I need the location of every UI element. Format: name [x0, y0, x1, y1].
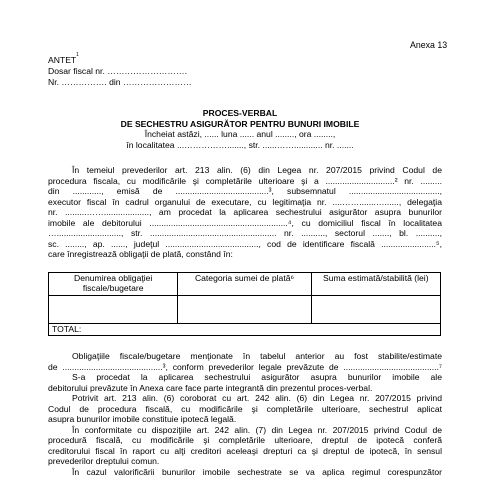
- table-total-row: [49, 324, 441, 336]
- table-cell: [311, 296, 440, 324]
- fiscal-file-number: Dosar fiscal nr. ……………………….: [48, 66, 187, 76]
- paragraph-line: procedură fiscală, cu modificările şi completările ulterioare, dreptul de ipotecă conferă: [48, 435, 442, 445]
- location-line: în localitatea ...……………......., str. ......……............ nr. .......: [126, 139, 354, 150]
- paragraph-line: În temeiul prevederilor art. 213 alin. (6) din Legea nr. 207/2015 privind Codul de: [72, 165, 442, 175]
- table-cell: [178, 296, 311, 324]
- total-label: TOTAL:: [49, 324, 441, 336]
- paragraph-line: În conformitate cu dispoziţiile art. 242 alin. (7) din Legea nr. 207/2015 privind Codul de: [72, 424, 442, 435]
- document-title-block: [0, 108, 480, 150]
- table-header-row: [49, 273, 441, 296]
- paragraph-line: nr. .........……..................., am procedat la aplicarea sechestrului asigurător asupra bunurilor: [48, 207, 442, 217]
- paragraph-line: creditorului fiscal în raport cu alţi creditori aceleaşi drepturi ca şi dreptul de ipotecă, în sensul: [48, 445, 442, 456]
- paragraph-line: imobile ale debitorului ..........................................................⁴, cu domiciliul fiscal în localitatea: [48, 217, 442, 228]
- table-row: [49, 296, 441, 324]
- obligations-paragraph: [48, 351, 442, 477]
- obligations-table: [48, 272, 441, 336]
- legal-basis-paragraph: [48, 165, 442, 260]
- table-cell: [49, 296, 178, 324]
- column-header-amount: Suma estimată/stabilită (lei): [311, 273, 440, 296]
- annex-label: Anexa 13: [410, 40, 448, 50]
- paragraph-line: asupra bunurilor imobile constituie ipotecă legală.: [48, 414, 237, 424]
- document-title: PROCES-VERBAL: [202, 108, 278, 118]
- document-subtitle: DE SECHESTRU ASIGURĂTOR PENTRU BUNURI IMOBILE: [120, 118, 360, 129]
- document-number-date: Nr. ……………. din ……………………: [48, 77, 192, 87]
- paragraph-line: Obligaţiile fiscale/bugetare menţionate în tabelul anterior au fost stabilite/estimate: [72, 351, 442, 361]
- paragraph-line: S-a procedat la aplicarea sechestrului asigurător asupra bunurilor imobile ale: [72, 372, 442, 382]
- paragraph-line: procedura fiscala, cu modificările şi completările ulterioare şi a .............................² nr. .........: [48, 175, 442, 186]
- paragraph-line: debitorului prevăzute în Anexa care face parte integrantă din prezentul proces-verbal.: [48, 382, 373, 393]
- paragraph-line: …..........................., str. ..................................................... nr. .........., sectorul ......., bl. ..........,: [48, 228, 442, 238]
- column-header-category: Categoria sumei de plată⁶: [178, 273, 311, 296]
- paragraph-line: executor fiscal în cadrul organului de executare, cu legitimaţia nr. ....…….......…......, delegaţia: [48, 196, 442, 207]
- paragraph-line: sc. ........, ap. ......, judeţul ......................................., cod de identificare fiscală .......................⁵,: [48, 238, 442, 249]
- paragraph-line: din ............, emisă de .......................................³, subsemnatul ......................................,: [48, 186, 442, 196]
- antet-text: ANTET: [48, 55, 77, 65]
- paragraph-line: Codul de procedura fiscală, cu modificările şi completările ulterioare, sechestrul aplicat: [48, 403, 442, 414]
- paragraph-line: Potrivit art. 213 alin. (6) coroborat cu art. 242 alin. (6) din Legea nr. 207/2015 privind: [72, 393, 442, 403]
- concluded-date-line: Încheiat astăzi, ...... luna ...... anul ........, ora ........,: [144, 129, 336, 139]
- column-header-obligation: Denumirea obligaţiei fiscale/bugetare: [49, 273, 178, 296]
- antet-label: [48, 52, 79, 66]
- paragraph-line: care înregistrează obligaţii de plată, constând în:: [48, 249, 233, 259]
- paragraph-line: În cazul valorificării bunurilor imobile sechestrate se va aplica regimul corespunzător: [72, 466, 442, 477]
- paragraph-line: de ..........................................³, conform prevederilor legale prevăzute de ........................................⁷: [48, 361, 442, 372]
- antet-footnote-mark: 1: [76, 52, 79, 58]
- paragraph-line: prevederilor dreptului comun.: [48, 456, 160, 466]
